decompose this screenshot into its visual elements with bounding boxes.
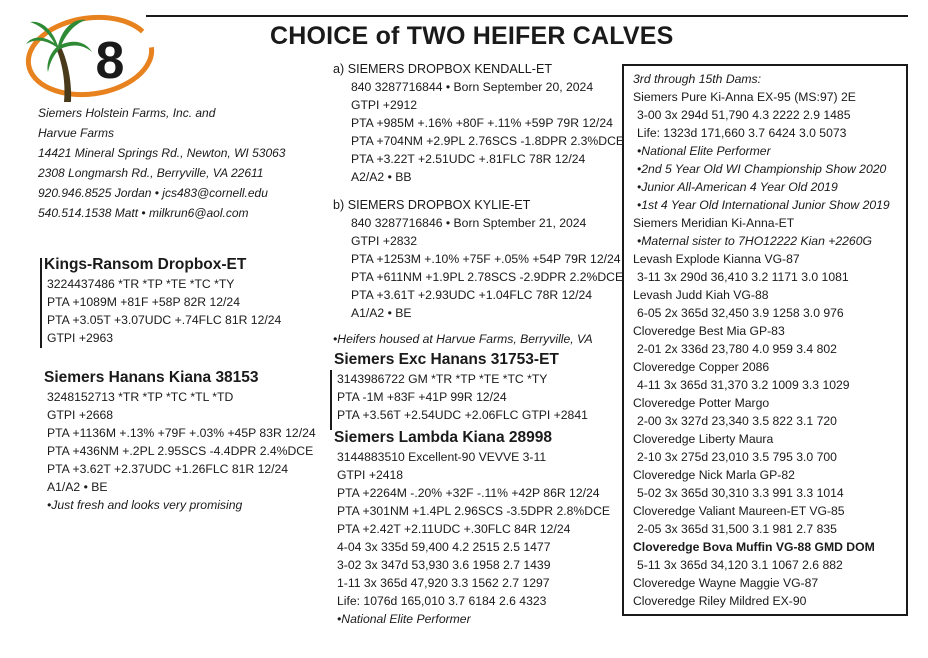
contact-line: 540.514.1538 Matt • milkrun6@aol.com (38, 206, 249, 220)
pedigree-line: 3143986722 GM *TR *TP *TE *TC *TY (337, 372, 548, 386)
page-title: CHOICE of TWO HEIFER CALVES (270, 22, 674, 50)
option-line: PTA +611NM +1.9PL 2.78SCS -2.9DPR 2.2%DCE (351, 270, 624, 284)
dam-record-line: 5-02 3x 365d 30,310 3.3 991 3.3 1014 (637, 486, 844, 500)
pedigree-line: GTPI +2668 (47, 408, 114, 422)
contact-line: 920.946.8525 Jordan • jcs483@cornell.edu (38, 186, 268, 200)
pedigree-line: 3224437486 *TR *TP *TE *TC *TY (47, 277, 235, 291)
option-line: GTPI +2832 (351, 234, 418, 248)
dam-note-line: •1st 4 Year Old International Junior Show 2019 (637, 198, 890, 212)
pedigree-line: PTA +3.62T +2.37UDC +1.26FLC 81R 12/24 (47, 462, 289, 476)
pedigree-line: 4-04 3x 335d 59,400 4.2 2515 2.5 1477 (337, 540, 551, 554)
option-line: PTA +3.61T +2.93UDC +1.04FLC 78R 12/24 (351, 288, 593, 302)
dam-note-line: •Junior All-American 4 Year Old 2019 (637, 180, 838, 194)
dam-sire-name: Siemers Exc Hanans 31753-ET (334, 351, 559, 368)
second-dam-block (334, 428, 610, 628)
dam-name-line: Siemers Pure Ki-Anna EX-95 (MS:97) 2E (633, 90, 856, 104)
pedigree-line: GTPI +2963 (47, 331, 114, 345)
option-line: PTA +1253M +.10% +75F +.05% +54P 79R 12/24 (351, 252, 621, 266)
dam-name-line: Cloveredge Bova Muffin VG-88 GMD DOM (633, 540, 875, 554)
sire-name: Kings-Ransom Dropbox-ET (44, 256, 247, 273)
second-dam-note: •National Elite Performer (337, 612, 471, 626)
dam-record-line: 2-00 3x 327d 23,340 3.5 822 3.1 720 (637, 414, 837, 428)
pedigree-line: PTA +3.05T +3.07UDC +.74FLC 81R 12/24 (47, 313, 282, 327)
option-b-block (333, 196, 623, 348)
dam-name-line: Cloveredge Liberty Maura (633, 432, 774, 446)
dam-record-line: 2-01 2x 336d 23,780 4.0 959 3.4 802 (637, 342, 837, 356)
pedigree-line: 3-02 3x 347d 53,930 3.6 1958 2.7 1439 (337, 558, 551, 572)
contact-block (38, 103, 285, 223)
dam-block (44, 368, 316, 514)
dam-note-line: •Maternal sister to 7HO12222 Kian +2260G (637, 234, 872, 248)
dam-note-line: •National Elite Performer (637, 144, 771, 158)
dam-name-line: Siemers Meridian Ki-Anna-ET (633, 216, 795, 230)
dam-name-line: Cloveredge Potter Margo (633, 396, 770, 410)
option-a-name: a) SIEMERS DROPBOX KENDALL-ET (333, 62, 553, 76)
pedigree-line: 3144883510 Excellent-90 VEVVE 3-11 (337, 450, 547, 464)
dam-name-line: Cloveredge Wayne Maggie VG-87 (633, 576, 819, 590)
contact-line: 2308 Longmarsh Rd., Berryville, VA 22611 (38, 166, 264, 180)
pedigree-line: PTA +2.42T +2.11UDC +.30FLC 84R 12/24 (337, 522, 571, 536)
pedigree-line: GTPI +2418 (337, 468, 404, 482)
dams-box-list (633, 88, 906, 610)
dam-record-line: 5-11 3x 365d 34,120 3.1 1067 2.6 882 (637, 558, 843, 572)
dams-box (622, 64, 908, 616)
pedigree-line: A1/A2 • BE (47, 480, 108, 494)
pedigree-line: PTA +3.56T +2.54UDC +2.06FLC GTPI +2841 (337, 408, 588, 422)
dam-name-line: Levash Explode Kianna VG-87 (633, 252, 800, 266)
sire-block (44, 255, 281, 347)
dam-record-line: 2-05 3x 365d 31,500 3.1 981 2.7 835 (637, 522, 837, 536)
option-line: PTA +985M +.16% +80F +.11% +59P 79R 12/24 (351, 116, 613, 130)
lot-number: 8 (95, 32, 125, 90)
dam-note: •Just fresh and looks very promising (47, 498, 243, 512)
pedigree-line: 1-11 3x 365d 47,920 3.3 1562 2.7 1297 (337, 576, 550, 590)
pedigree-line: PTA -1M +83F +41P 99R 12/24 (337, 390, 507, 404)
option-line: PTA +704NM +2.9PL 2.76SCS -1.8DPR 2.3%DCE (351, 134, 624, 148)
dams-box-heading: 3rd through 15th Dams: (633, 72, 762, 86)
contact-line: Harvue Farms (38, 126, 115, 140)
pedigree-line: PTA +301NM +1.4PL 2.96SCS -3.5DPR 2.8%DCE (337, 504, 610, 518)
header-rule (146, 15, 908, 17)
dam-record-line: 3-00 3x 294d 51,790 4.3 2222 2.9 1485 (637, 108, 851, 122)
second-dam-name: Siemers Lambda Kiana 28998 (334, 429, 552, 446)
option-b-name: b) SIEMERS DROPBOX KYLIE-ET (333, 198, 531, 212)
dam-record-line: Life: 1323d 171,660 3.7 6424 3.0 5073 (637, 126, 847, 140)
option-a-block (333, 60, 624, 186)
housing-note: •Heifers housed at Harvue Farms, Berryville, VA (333, 332, 593, 346)
pedigree-line: Life: 1076d 165,010 3.7 6184 2.6 4323 (337, 594, 547, 608)
pedigree-line: PTA +1089M +81F +58P 82R 12/24 (47, 295, 240, 309)
palm-tree-logo (24, 12, 164, 104)
dam-sire-block (334, 350, 588, 424)
dam-name-line: Cloveredge Nick Marla GP-82 (633, 468, 795, 482)
contact-line: 14421 Mineral Springs Rd., Newton, WI 53063 (38, 146, 286, 160)
option-line: PTA +3.22T +2.51UDC +.81FLC 78R 12/24 (351, 152, 586, 166)
dam-name: Siemers Hanans Kiana 38153 (44, 369, 259, 386)
dam-note-line: •2nd 5 Year Old WI Championship Show 2020 (637, 162, 887, 176)
option-line: 840 3287716846 • Born Sptember 21, 2024 (351, 216, 587, 230)
pedigree-line: PTA +1136M +.13% +79F +.03% +45P 83R 12/24 (47, 426, 316, 440)
dam-record-line: 3-11 3x 290d 36,410 3.2 1171 3.0 1081 (637, 270, 849, 284)
sire-bracket (40, 258, 42, 348)
dam-name-line: Cloveredge Valiant Maureen-ET VG-85 (633, 504, 845, 518)
dam-name-line: Levash Judd Kiah VG-88 (633, 288, 769, 302)
pedigree-line: PTA +436NM +.2PL 2.95SCS -4.4DPR 2.4%DCE (47, 444, 314, 458)
option-line: GTPI +2912 (351, 98, 418, 112)
dam-name-line: Cloveredge Riley Mildred EX-90 (633, 594, 807, 608)
option-line: A1/A2 • BE (351, 306, 412, 320)
pedigree-line: 3248152713 *TR *TP *TC *TL *TD (47, 390, 234, 404)
dam-record-line: 6-05 2x 365d 32,450 3.9 1258 3.0 976 (637, 306, 844, 320)
dam-sire-bracket (330, 370, 332, 430)
pedigree-line: PTA +2264M -.20% +32F -.11% +42P 86R 12/24 (337, 486, 600, 500)
option-line: A2/A2 • BB (351, 170, 412, 184)
dam-name-line: Cloveredge Copper 2086 (633, 360, 770, 374)
dam-name-line: Cloveredge Best Mia GP-83 (633, 324, 785, 338)
option-line: 840 3287716844 • Born September 20, 2024 (351, 80, 594, 94)
dam-record-line: 4-11 3x 365d 31,370 3.2 1009 3.3 1029 (637, 378, 850, 392)
dam-record-line: 2-10 3x 275d 23,010 3.5 795 3.0 700 (637, 450, 837, 464)
contact-line: Siemers Holstein Farms, Inc. and (38, 106, 216, 120)
